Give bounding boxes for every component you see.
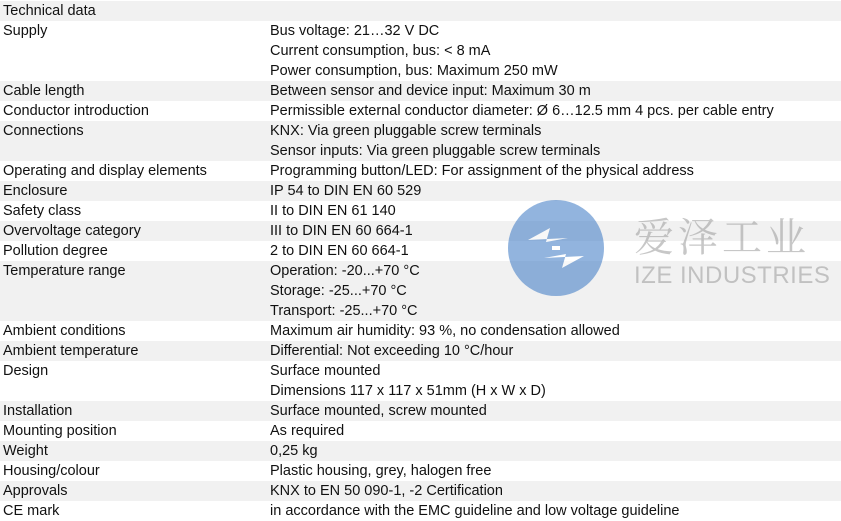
watermark-chinese-text: 爱泽工业 bbox=[634, 215, 810, 261]
table-row bbox=[0, 81, 841, 101]
row-label: CE mark bbox=[3, 503, 60, 519]
table-row bbox=[0, 481, 841, 501]
row-label: Weight bbox=[3, 443, 48, 459]
row-value: KNX: Via green pluggable screw terminals bbox=[270, 123, 542, 139]
row-values-cell bbox=[270, 361, 841, 401]
row-value: Surface mounted, screw mounted bbox=[270, 403, 487, 419]
row-value: III to DIN EN 60 664-1 bbox=[270, 223, 413, 239]
row-values-cell bbox=[270, 261, 841, 321]
row-values-cell bbox=[270, 241, 841, 261]
table-row bbox=[0, 321, 841, 341]
row-label-cell bbox=[0, 81, 270, 101]
row-label-cell bbox=[0, 261, 270, 321]
row-values-cell bbox=[270, 161, 841, 181]
row-value: Plastic housing, grey, halogen free bbox=[270, 463, 492, 479]
row-label-cell bbox=[0, 481, 270, 501]
row-value: 2 to DIN EN 60 664-1 bbox=[270, 243, 409, 259]
row-value: IP 54 to DIN EN 60 529 bbox=[270, 183, 422, 199]
table-row bbox=[0, 341, 841, 361]
row-value: As required bbox=[270, 423, 345, 439]
row-label-cell bbox=[0, 401, 270, 421]
row-values-cell bbox=[270, 181, 841, 201]
row-value: KNX to EN 50 090-1, -2 Certification bbox=[270, 483, 503, 499]
row-values-cell bbox=[270, 81, 841, 101]
table-row bbox=[0, 121, 841, 161]
table-row bbox=[0, 401, 841, 421]
row-label-cell bbox=[0, 321, 270, 341]
row-values-cell bbox=[270, 21, 841, 81]
row-label-cell bbox=[0, 221, 270, 241]
row-label: Design bbox=[3, 363, 49, 379]
row-label: Temperature range bbox=[3, 263, 126, 279]
row-value: Between sensor and device input: Maximum 30 m bbox=[270, 83, 591, 99]
row-values-cell bbox=[270, 481, 841, 501]
row-value: 0,25 kg bbox=[270, 443, 318, 459]
row-label-cell bbox=[0, 501, 270, 521]
row-label-cell bbox=[0, 181, 270, 201]
table-row bbox=[0, 101, 841, 121]
row-label-cell bbox=[0, 421, 270, 441]
table-row bbox=[0, 441, 841, 461]
row-value: Storage: -25...+70 °C bbox=[270, 283, 407, 299]
row-label: Connections bbox=[3, 123, 84, 139]
row-values-cell bbox=[270, 461, 841, 481]
table-row bbox=[0, 461, 841, 481]
row-values-cell bbox=[270, 121, 841, 161]
row-values-cell bbox=[270, 321, 841, 341]
row-label: Safety class bbox=[3, 203, 82, 219]
row-label: Supply bbox=[3, 23, 48, 39]
row-label: Enclosure bbox=[3, 183, 68, 199]
row-value: Transport: -25...+70 °C bbox=[270, 303, 418, 319]
table-row bbox=[0, 181, 841, 201]
row-label: Overvoltage category bbox=[3, 223, 141, 239]
row-label-cell bbox=[0, 161, 270, 181]
row-label: Installation bbox=[3, 403, 73, 419]
row-value: Permissible external conductor diameter: Ø 6…12.5 mm 4 pcs. per cable entry bbox=[270, 103, 774, 119]
row-value: II to DIN EN 61 140 bbox=[270, 203, 396, 219]
row-value: Differential: Not exceeding 10 °C/hour bbox=[270, 343, 514, 359]
row-value: Maximum air humidity: 93 %, no condensation allowed bbox=[270, 323, 620, 339]
row-label-cell bbox=[0, 101, 270, 121]
row-values-cell bbox=[270, 341, 841, 361]
row-value: Sensor inputs: Via green pluggable screw terminals bbox=[270, 143, 601, 159]
row-values-cell bbox=[270, 441, 841, 461]
row-value: Power consumption, bus: Maximum 250 mW bbox=[270, 63, 558, 79]
row-label: Mounting position bbox=[3, 423, 117, 439]
row-label: Ambient temperature bbox=[3, 343, 139, 359]
table-row bbox=[0, 201, 841, 221]
table-row bbox=[0, 21, 841, 81]
row-label-cell bbox=[0, 201, 270, 221]
row-label: Ambient conditions bbox=[3, 323, 126, 339]
table-row bbox=[0, 421, 841, 441]
row-value: Dimensions 117 x 117 x 51mm (H x W x D) bbox=[270, 383, 546, 399]
row-label-cell bbox=[0, 21, 270, 81]
row-value: Bus voltage: 21…32 V DC bbox=[270, 23, 440, 39]
row-value: Current consumption, bus: < 8 mA bbox=[270, 43, 491, 59]
row-label-cell bbox=[0, 341, 270, 361]
row-value: Programming button/LED: For assignment of the physical address bbox=[270, 163, 694, 179]
table-row bbox=[0, 221, 841, 241]
row-label: Cable length bbox=[3, 83, 85, 99]
row-label-cell bbox=[0, 241, 270, 261]
row-values-cell bbox=[270, 101, 841, 121]
row-label: Pollution degree bbox=[3, 243, 108, 259]
technical-data-table bbox=[0, 1, 841, 521]
row-label-cell bbox=[0, 361, 270, 401]
row-values-cell bbox=[270, 201, 841, 221]
row-label-cell bbox=[0, 461, 270, 481]
row-label-cell bbox=[0, 121, 270, 161]
row-label: Approvals bbox=[3, 483, 68, 499]
row-label: Conductor introduction bbox=[3, 103, 149, 119]
table-body bbox=[0, 21, 841, 521]
row-value: in accordance with the EMC guideline and low voltage guideline bbox=[270, 503, 680, 519]
table-row bbox=[0, 161, 841, 181]
row-values-cell bbox=[270, 221, 841, 241]
row-value: Surface mounted bbox=[270, 363, 381, 379]
row-values-cell bbox=[270, 501, 841, 521]
row-label-cell bbox=[0, 441, 270, 461]
table-row bbox=[0, 261, 841, 321]
watermark-english-text: IZE INDUSTRIES bbox=[634, 262, 831, 289]
row-value: Operation: -20...+70 °C bbox=[270, 263, 420, 279]
row-label: Operating and display elements bbox=[3, 163, 207, 179]
table-row bbox=[0, 501, 841, 521]
table-row bbox=[0, 361, 841, 401]
row-values-cell bbox=[270, 421, 841, 441]
row-label: Housing/colour bbox=[3, 463, 100, 479]
table-row bbox=[0, 241, 841, 261]
row-values-cell bbox=[270, 401, 841, 421]
table-title: Technical data bbox=[0, 1, 841, 21]
